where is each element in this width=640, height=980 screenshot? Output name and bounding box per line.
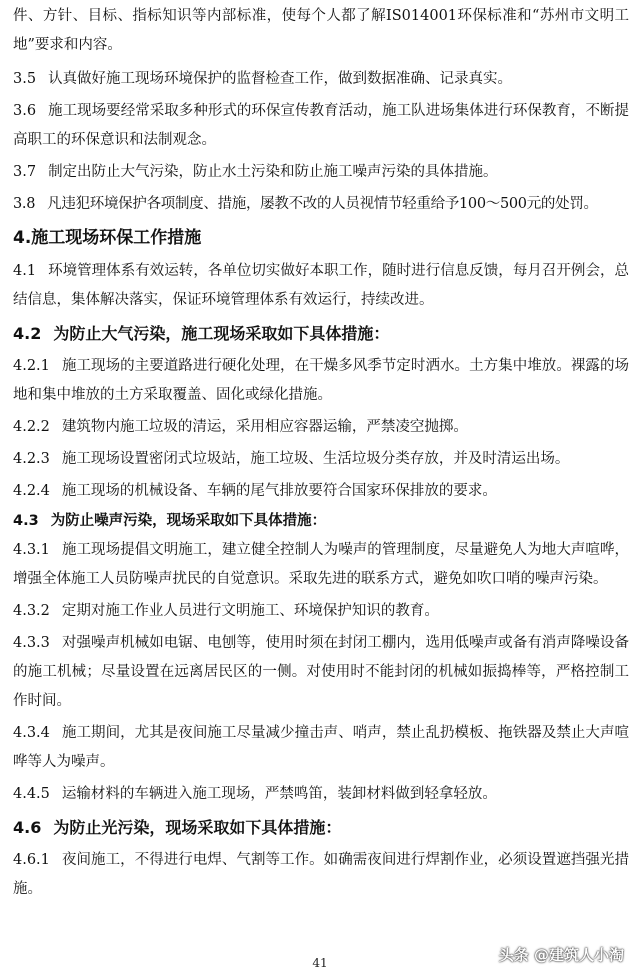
section-number: 3.6 [13, 103, 37, 119]
section-heading-4 [13, 221, 629, 255]
paragraph-text: 件、方针、目标、指标知识等内部标准，使每个人都了解IS014001环保标准和“苏州市文明工地”要求和内容。 [13, 8, 629, 53]
paragraph-4-2-1 [13, 352, 629, 410]
paragraph-4-3-4 [13, 719, 629, 777]
paragraph-3-6 [13, 97, 629, 155]
paragraph-text: 认真做好施工现场环境保护的监督检查工作，做到数据准确、记录真实。 [48, 71, 513, 87]
section-number: 4.6.1 [13, 852, 50, 868]
paragraph-text: 施工现场要经常采取多种形式的环保宣传教育活动，施工队进场集体进行环保教育，不断提高职工的环保意识和法制观念。 [13, 103, 629, 148]
paragraph-4-2-2 [13, 413, 629, 442]
section-number: 4.3.4 [13, 725, 50, 741]
paragraph-text: 施工现场设置密闭式垃圾站，施工垃圾、生活垃圾分类存放，并及时清运出场。 [61, 451, 570, 467]
paragraph-text: 环境管理体系有效运转，各单位切实做好本职工作，随时进行信息反馈，每月召开例会，总结信息，集体解决落实，保证环境管理体系有效运行，持续改进。 [13, 263, 629, 308]
section-heading-4-6 [13, 811, 629, 844]
paragraph-text: 制定出防止大气污染，防止水土污染和防止施工噪声污染的具体措施。 [48, 164, 498, 180]
section-number: 3.8 [13, 196, 36, 212]
watermark: 头条 @建筑人小淘 [498, 946, 624, 964]
paragraph-4-4-5 [13, 780, 629, 809]
paragraph-4-2-4 [13, 477, 629, 506]
paragraph-text: 对强噪声机械如电锯、电刨等，使用时须在封闭工棚内，选用低噪声或备有消声降噪设备的施工机械；尽量设置在远离居民区的一侧。对使用时不能封闭的机械如振捣棒等，严格控制工作时间。 [13, 635, 629, 709]
paragraph-4-3-2 [13, 597, 629, 626]
paragraph-4-6-1 [13, 846, 629, 904]
paragraph-3-8 [13, 190, 629, 219]
section-title: 为防止噪声污染，现场采取如下具体措施： [50, 513, 327, 529]
paragraph-text: 施工期间，尤其是夜间施工尽量减少撞击声、哨声，禁止乱扔模板、拖铁器及禁止大声喧哗等人为噪声。 [13, 725, 629, 770]
section-title: 为防止光污染，现场采取如下具体措施： [53, 818, 342, 837]
section-number: 3.5 [13, 71, 37, 87]
paragraph-4-3-3 [13, 629, 629, 716]
section-number: 4.2.2 [13, 419, 50, 435]
section-number: 4.3 [13, 513, 39, 529]
section-number: 4.3.2 [13, 603, 50, 619]
section-number: 3.7 [13, 164, 37, 180]
document-page [13, 0, 629, 904]
section-number: 4.3.3 [13, 635, 50, 651]
paragraph-text: 运输材料的车辆进入施工现场，严禁鸣笛，装卸材料做到轻拿轻放。 [61, 786, 497, 802]
paragraph-3-7 [13, 158, 629, 187]
paragraph-4-1 [13, 257, 629, 315]
paragraph-text: 建筑物内施工垃圾的清运，采用相应容器运输，严禁凌空抛掷。 [61, 419, 468, 435]
section-number: 4.3.1 [13, 542, 50, 558]
paragraph-3-5 [13, 65, 629, 94]
paragraph-continued [13, 2, 629, 60]
paragraph-4-3-1 [13, 536, 629, 594]
section-number: 4. [13, 228, 32, 248]
section-title: 施工现场环保工作措施 [31, 228, 202, 248]
section-number: 4.2 [13, 324, 42, 343]
section-number: 4.2.1 [13, 358, 50, 374]
section-number: 4.6 [13, 818, 42, 837]
paragraph-text: 夜间施工，不得进行电焊、气割等工作。如确需夜间进行焊割作业，必须设置遮挡强光措施。 [13, 852, 629, 897]
section-number: 4.4.5 [13, 786, 50, 802]
section-number: 4.2.3 [13, 451, 50, 467]
section-heading-4-3 [13, 506, 629, 536]
paragraph-text: 施工现场的主要道路进行硬化处理，在干燥多风季节定时洒水。土方集中堆放。裸露的场地和集中堆放的土方采取覆盖、固化或绿化措施。 [13, 358, 629, 403]
section-number: 4.2.4 [13, 483, 50, 499]
paragraph-text: 定期对施工作业人员进行文明施工、环境保护知识的教育。 [61, 603, 439, 619]
section-number: 4.1 [13, 263, 37, 279]
paragraph-text: 凡违犯环境保护各项制度、措施，屡教不改的人员视情节轻重给予100～500元的处罚。 [47, 196, 598, 212]
section-heading-4-2 [13, 317, 629, 350]
paragraph-4-2-3 [13, 445, 629, 474]
section-title: 为防止大气污染，施工现场采取如下具体措施： [53, 324, 390, 343]
paragraph-text: 施工现场的机械设备、车辆的尾气排放要符合国家环保排放的要求。 [61, 483, 497, 499]
page-number: 41 [312, 956, 328, 970]
paragraph-text: 施工现场提倡文明施工，建立健全控制人为噪声的管理制度，尽量避免人为地大声喧哗，增强全体施工人员防噪声扰民的自觉意识。采取先进的联系方式，避免如吹口哨的噪声污染。 [13, 542, 629, 587]
